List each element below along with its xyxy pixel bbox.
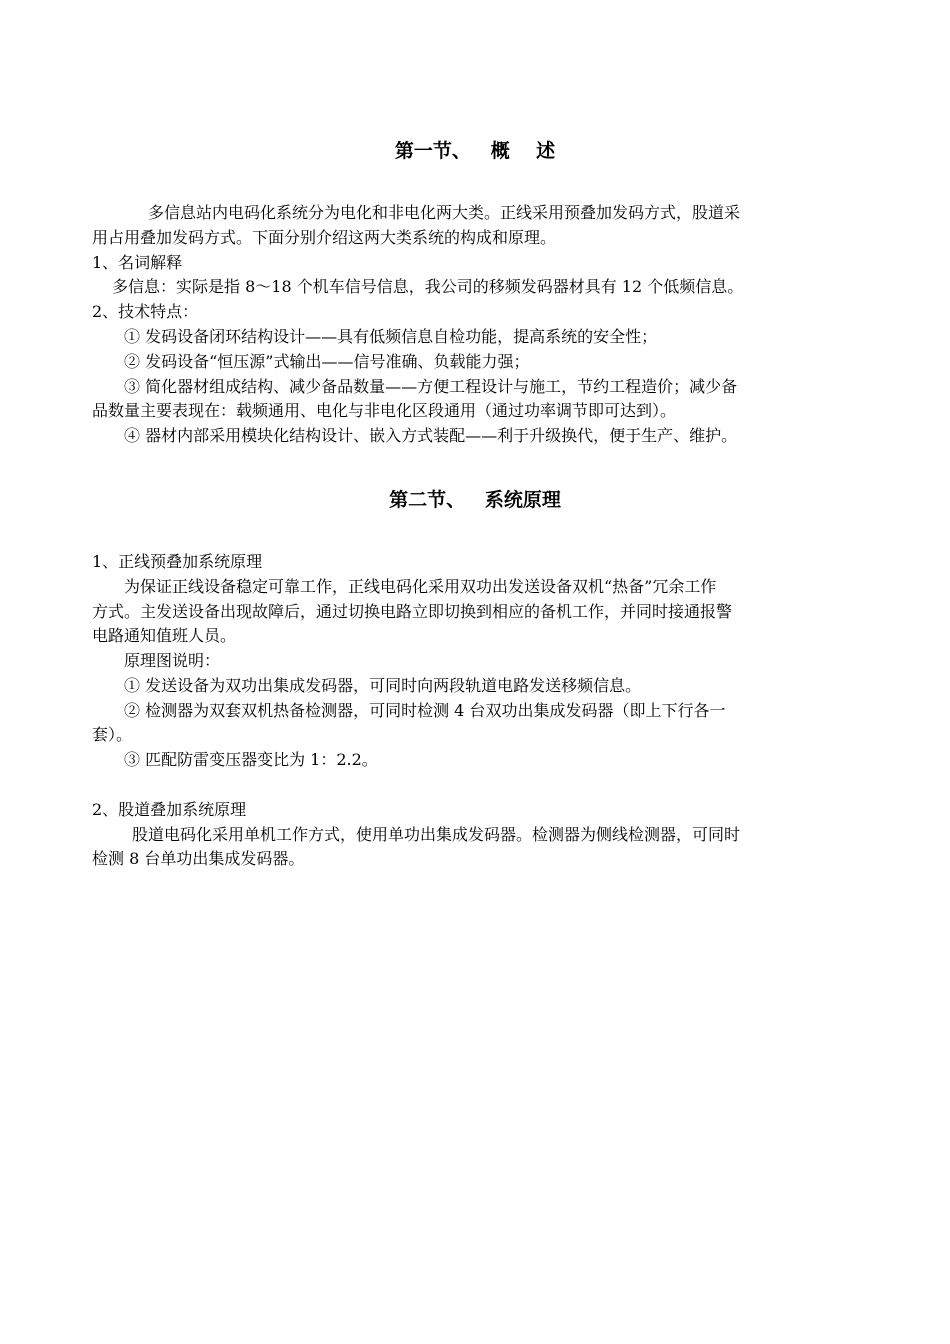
s2-para-line-1: 为保证正线设备稳定可靠工作，正线电码化采用双功出发送设备双机“热备”冗余工作 xyxy=(124,577,717,596)
s2-siding-line-2: 检测 8 台单功出集成发码器。 xyxy=(92,849,305,868)
s2-diagram-item-3: ③ 匹配防雷变压器变比为 1：2.2。 xyxy=(124,750,378,769)
s1-heading-terms: 1、名词解释 xyxy=(92,253,183,272)
s1-para-line-2: 用占用叠加发码方式。下面分别介绍这两大类系统的构成和原理。 xyxy=(92,228,557,247)
s2-heading-siding: 2、股道叠加系统原理 xyxy=(92,800,247,819)
s1-feature-3-cont: 品数量主要表现在：载频通用、电化与非电化区段通用（通过功率调节即可达到）。 xyxy=(92,401,677,420)
s2-diagram-heading: 原理图说明： xyxy=(124,651,221,670)
s1-para-line-1: 多信息站内电码化系统分为电化和非电化两大类。正线采用预叠加发码方式，股道采 xyxy=(148,203,741,222)
s2-para-line-3: 电路通知值班人员。 xyxy=(92,626,237,645)
s2-diagram-item-1: ① 发送设备为双功出集成发码器，可同时向两段轨道电路发送移频信息。 xyxy=(124,676,642,695)
s2-para-line-2: 方式。主发送设备出现故障后，通过切换电路立即切换到相应的备机工作，并同时接通报警 xyxy=(92,602,733,621)
s2-diagram-item-2: ② 检测器为双套双机热备检测器，可同时检测 4 台双功出集成发码器（即上下行各一 xyxy=(124,701,726,720)
s1-feature-4: ④ 器材内部采用模块化结构设计、嵌入方式装配——利于升级换代，便于生产、维护。 xyxy=(124,426,738,445)
s1-feature-2: ② 发码设备“恒压源”式输出——信号准确、负载能力强； xyxy=(124,352,530,371)
s1-term-definition: 多信息：实际是指 8～18 个机车信号信息，我公司的移频发码器材具有 12 个低频信息。 xyxy=(112,277,744,296)
s2-siding-line-1: 股道电码化采用单机工作方式，使用单功出集成发码器。检测器为侧线检测器，可同时 xyxy=(132,825,741,844)
section-1-title: 第一节、 概 述 xyxy=(394,140,556,162)
s1-feature-3: ③ 简化器材组成结构、减少备品数量——方便工程设计与施工，节约工程造价；减少备 xyxy=(124,377,738,396)
section-2-title: 第二节、 系统原理 xyxy=(389,489,561,511)
s1-heading-features: 2、技术特点： xyxy=(92,302,199,321)
s2-heading-mainline: 1、正线预叠加系统原理 xyxy=(92,552,263,571)
s1-feature-1: ① 发码设备闭环结构设计——具有低频信息自检功能，提高系统的安全性； xyxy=(124,327,658,346)
s2-diagram-item-2-cont: 套）。 xyxy=(92,725,133,744)
